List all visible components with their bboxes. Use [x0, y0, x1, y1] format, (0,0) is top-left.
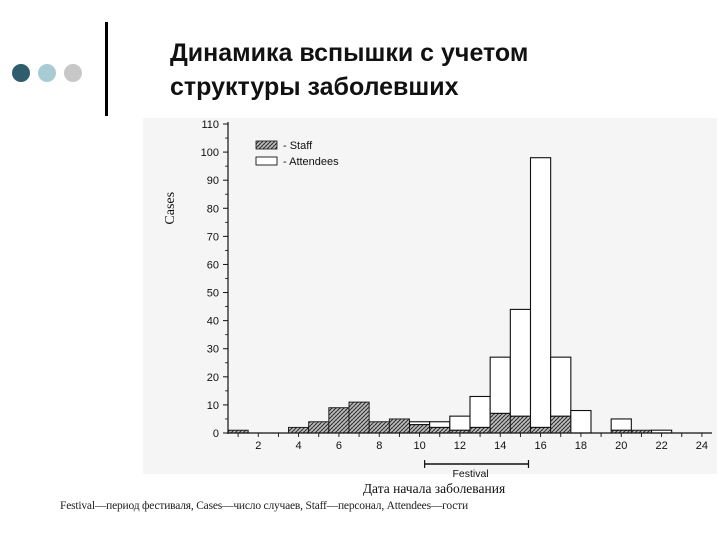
- y-tick-label: 40: [206, 315, 219, 328]
- bar-staff: [430, 427, 450, 433]
- bar-attendees: [470, 396, 490, 427]
- bar-staff: [369, 422, 389, 433]
- bar-staff: [531, 427, 551, 433]
- slide-title-line-1: Динамика вспышки с учетом: [170, 39, 529, 67]
- y-tick-label: 20: [206, 371, 219, 384]
- bar-staff: [470, 427, 490, 433]
- bar-staff: [389, 419, 409, 433]
- x-tick-label: 10: [413, 440, 426, 452]
- x-tick-label: 4: [295, 440, 302, 452]
- y-tick-label: 70: [206, 231, 219, 244]
- bar-staff: [309, 422, 329, 433]
- x-tick-label: 16: [534, 440, 547, 452]
- x-tick-label: 18: [574, 440, 588, 452]
- x-axis-title: Дата начала заболевания: [362, 481, 506, 496]
- dot-dark-teal: [12, 64, 30, 82]
- y-tick-label: 110: [201, 119, 219, 131]
- bar-attendees: [510, 309, 530, 416]
- y-tick-label: 30: [206, 343, 219, 356]
- bar-staff: [329, 408, 349, 433]
- y-axis-title: Cases: [163, 191, 178, 225]
- bar-staff: [289, 427, 309, 433]
- legend-swatch-staff: [256, 141, 277, 149]
- x-tick-label: 6: [335, 440, 342, 452]
- slide-title: [170, 36, 528, 104]
- bar-attendees: [430, 422, 450, 428]
- dot-light-teal: [38, 64, 56, 82]
- x-tick-label: 14: [494, 440, 507, 452]
- x-tick-label: 20: [615, 440, 628, 452]
- x-tick-label: 2: [255, 440, 262, 452]
- footnote: Festival—период фестиваля, Cases—число случаев, Staff—персонал, Attendees—гости: [60, 500, 468, 512]
- y-tick-label: 50: [206, 287, 219, 300]
- slide-title-line-2: структуры заболевших: [170, 73, 459, 101]
- legend-swatch-attendees: [256, 157, 277, 165]
- legend-label-staff: - Staff: [283, 140, 313, 152]
- x-tick-label: 12: [453, 440, 467, 452]
- bar-staff: [410, 425, 430, 433]
- bar-staff: [510, 416, 530, 433]
- bar-attendees: [571, 411, 591, 433]
- title-divider: [105, 22, 108, 116]
- bar-attendees: [450, 416, 470, 430]
- y-tick-label: 100: [200, 147, 219, 160]
- bar-attendees: [490, 357, 510, 413]
- x-tick-label: 24: [695, 440, 709, 452]
- bar-staff: [551, 416, 571, 433]
- y-tick-label: 10: [206, 399, 219, 412]
- festival-label: Festival: [452, 468, 489, 480]
- bar-attendees: [410, 422, 430, 425]
- bar-staff: [349, 402, 369, 433]
- y-tick-label: 90: [206, 175, 219, 188]
- x-tick-label: 22: [655, 440, 668, 452]
- bar-staff: [490, 413, 510, 433]
- epidemic-curve-chart: [140, 112, 720, 497]
- y-tick-label: 60: [206, 259, 219, 272]
- bar-attendees: [551, 357, 571, 416]
- dot-gray: [64, 64, 82, 82]
- bar-attendees: [611, 419, 631, 430]
- slide-decor-dots: [12, 64, 82, 82]
- y-tick-label: 0: [212, 428, 219, 440]
- bar-attendees: [531, 158, 551, 428]
- x-tick-label: 8: [376, 440, 383, 452]
- legend-label-attendees: - Attendees: [283, 156, 339, 168]
- y-tick-label: 80: [206, 203, 219, 216]
